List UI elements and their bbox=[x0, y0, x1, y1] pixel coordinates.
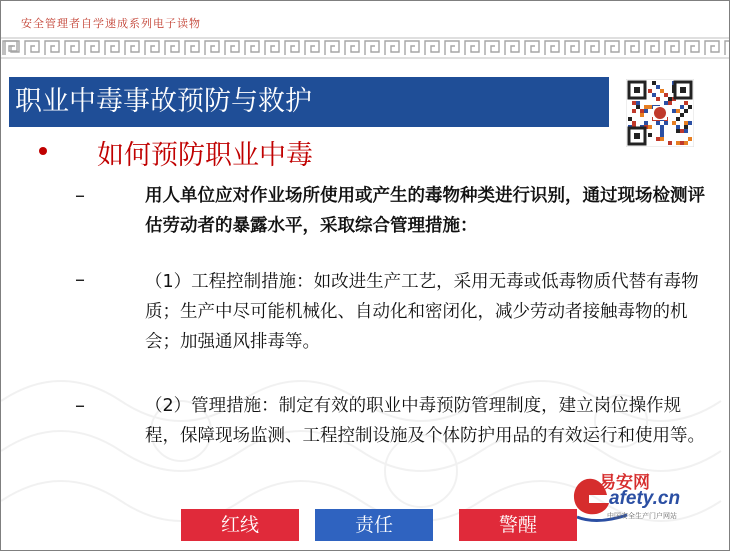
paragraph-intro: 用人单位应对作业场所使用或产生的毒物种类进行识别，通过现场检测评估劳动者的暴露水平，采取综合管理措施： bbox=[145, 186, 705, 236]
dash-icon: – bbox=[75, 183, 85, 207]
paragraph-management: （2）管理措施：制定有效的职业中毒预防管理制度，建立岗位操作规程，保障现场监测、工程控制设施及个体防护用品的有效运行和使用等。 bbox=[145, 396, 705, 446]
responsibility-button[interactable]: 责任 bbox=[315, 509, 433, 541]
series-title: 安全管理者自学速成系列电子读物 bbox=[21, 17, 201, 30]
redline-button[interactable]: 红线 bbox=[181, 509, 299, 541]
logo-text-cn: 易安网 bbox=[599, 473, 650, 493]
dash-icon: – bbox=[75, 393, 85, 417]
qr-code-icon bbox=[626, 79, 694, 147]
logo-text-en: afety.cn bbox=[609, 488, 681, 509]
decorative-fret-border bbox=[1, 37, 729, 59]
logo-tagline: 中国安全生产门户网站 bbox=[607, 512, 677, 520]
page-title: 职业中毒事故预防与救护 bbox=[15, 86, 312, 117]
dash-icon: – bbox=[75, 267, 85, 291]
alert-button[interactable]: 警醒 bbox=[459, 509, 577, 541]
section-subtitle: 如何预防职业中毒 bbox=[97, 140, 313, 171]
bullet-dot-icon bbox=[39, 147, 47, 155]
paragraph-engineering-control: （1）工程控制措施：如改进生产工艺，采用无毒或低毒物质代替有毒物质；生产中尽可能机械化、自动化和密闭化，减少劳动者接触毒物的机会；加强通风排毒等。 bbox=[145, 272, 699, 352]
